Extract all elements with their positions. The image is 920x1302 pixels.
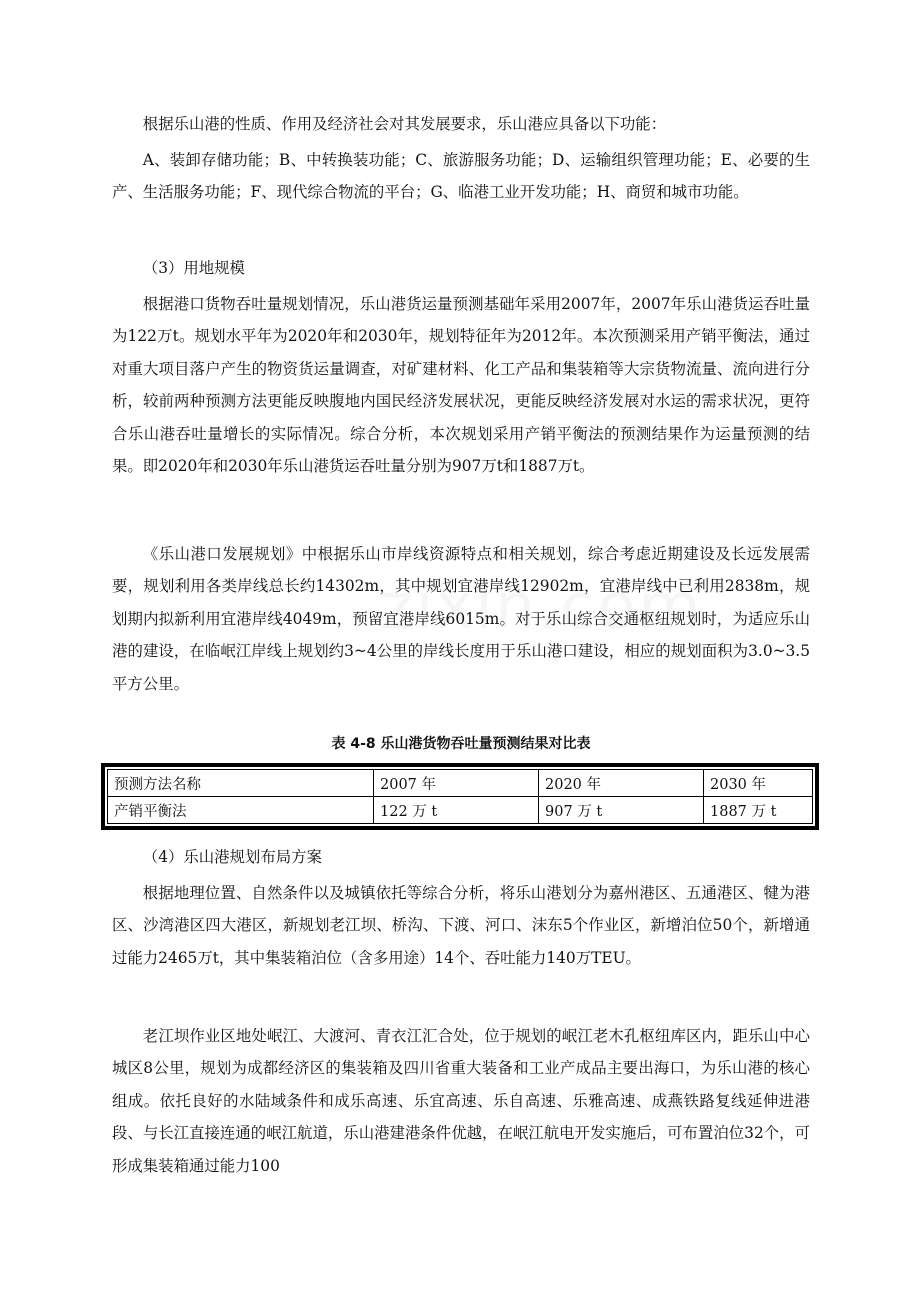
paragraph-throughput-forecast: 根据港口货物吞吐量规划情况，乐山港货运量预测基础年采用2007年，2007年乐山港货运吞吐量为122万t。规划水平年为2020年和2030年，规划特征年为2012年。本次预测采用产销平衡法，通过对重大项目落户产生的物资货运量调查，对矿建材料、化工产品和集装箱等大宗货物流量、流向进行分析，较前两种预测方法更能反映腹地内国民经济发展状况，更能反映经济发展对水运的需求状况，更符合乐山港吞吐量增长的实际情况。综合分析，本次规划采用产销平衡法的预测结果作为运量预测的结果。即2020年和2030年乐山港货运吞吐量分别为907万t和1887万t。 [112,295,810,476]
table-cell: 907 万 t [539,797,704,824]
section-heading-layout-plan: （4）乐山港规划布局方案 [142,848,322,866]
table-header-cell: 预测方法名称 [108,770,374,797]
section-heading-land-scale: （3）用地规模 [142,259,245,277]
table-header-cell: 2020 年 [539,770,704,797]
paragraph-port-districts: 根据地理位置、自然条件以及城镇依托等综合分析，将乐山港划分为嘉州港区、五通港区、犍为港区、沙湾港区四大港区，新规划老江坝、桥沟、下渡、河口、沫东5个作业区，新增泊位50个，新增通过能力2465万t，其中集装箱泊位（含多用途）14个、吞吐能力140万TEU。 [112,884,810,967]
paragraph-shoreline-plan: 《乐山港口发展规划》中根据乐山市岸线资源特点和相关规划，综合考虑近期建设及长远发展需要，规划利用各类岸线总长约14302m，其中规划宜港岸线12902m，宜港岸线中已利用2838m，规划期内拟新利用宜港岸线4049m，预留宜港岸线6015m。对于乐山综合交通枢纽规划时，为适应乐山港的建设，在临岷江岸线上规划约3~4公里的岸线长度用于乐山港口建设，相应的规划面积为3.0~3.5平方公里。 [112,545,810,693]
forecast-table [107,769,813,824]
table-cell: 产销平衡法 [108,797,374,824]
table-cell: 1887 万 t [704,797,813,824]
table-row [108,797,813,824]
table-caption: 表 4-8 乐山港货物吞吐量预测结果对比表 [331,736,591,752]
table-header-cell: 2007 年 [374,770,539,797]
table-header-cell: 2030 年 [704,770,813,797]
forecast-table-frame [101,763,819,830]
paragraph-functions-intro: 根据乐山港的性质、作用及经济社会对其发展要求，乐山港应具备以下功能： [142,115,667,133]
paragraph-functions-list: A、装卸存储功能；B、中转换装功能；C、旅游服务功能；D、运输组织管理功能；E、必要的生产、生活服务功能；F、现代综合物流的平台；G、临港工业开发功能；H、商贸和城市功能。 [112,151,810,202]
paragraph-laojiangba-zone: 老江坝作业区地处岷江、大渡河、青衣江汇合处，位于规划的岷江老木孔枢纽库区内，距乐山中心城区8公里，规划为成都经济区的集装箱及四川省重大装备和工业产成品主要出海口，为乐山港的核心组成。依托良好的水陆域条件和成乐高速、乐宜高速、乐自高速、乐雅高速、成燕铁路复线延伸进港段、与长江直接连通的岷江航道，乐山港建港条件优越，在岷江航电开发实施后，可布置泊位32个，可形成集装箱通过能力100 [112,1027,810,1175]
table-cell: 122 万 t [374,797,539,824]
table-header-row [108,770,813,797]
